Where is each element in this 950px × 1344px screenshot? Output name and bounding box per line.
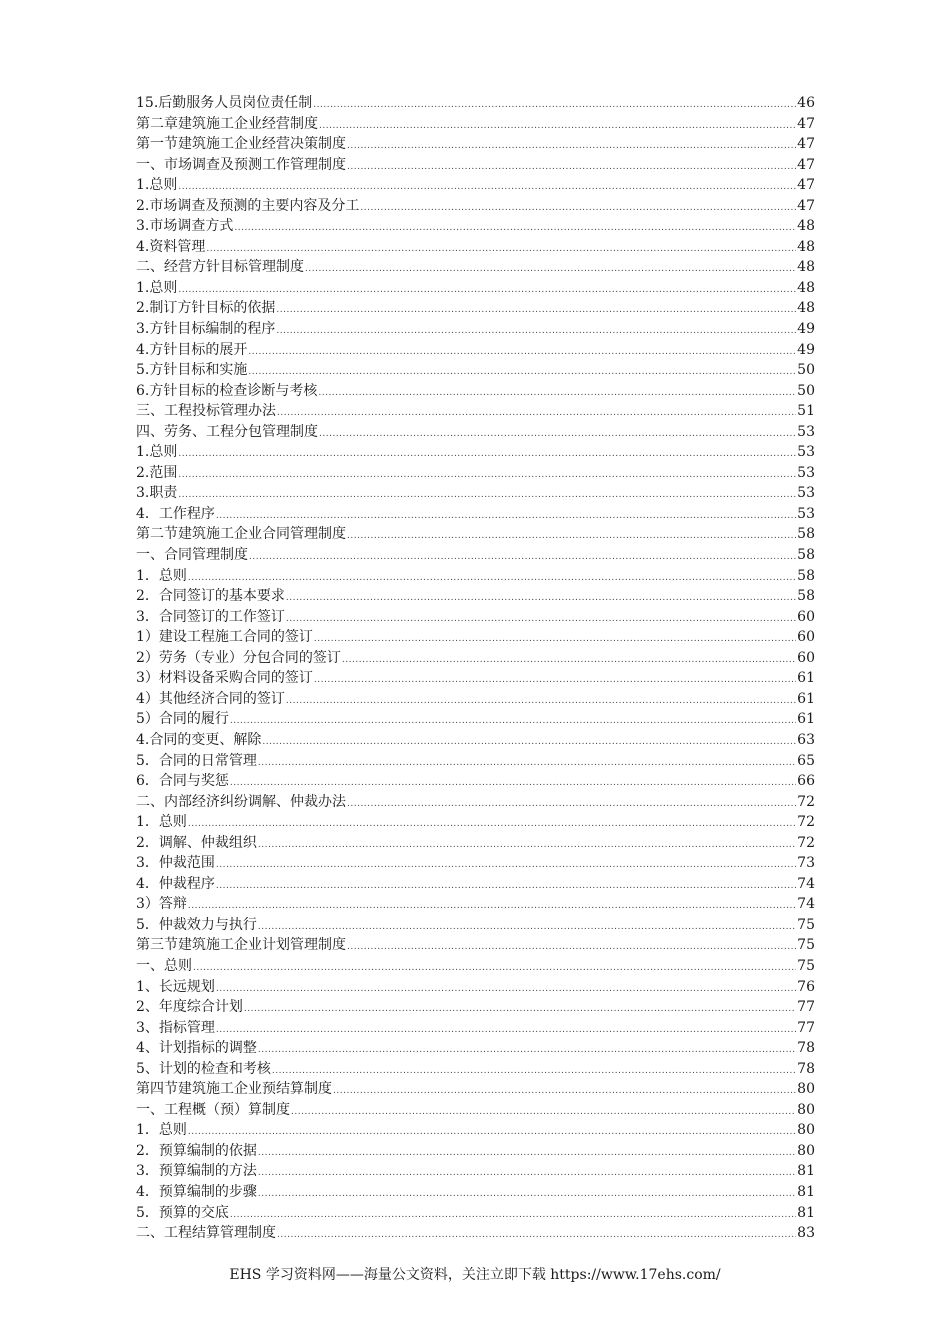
toc-entry[interactable] <box>136 874 815 895</box>
toc-entry-page-number: 48 <box>797 238 815 255</box>
toc-entry-page-number: 53 <box>797 485 815 502</box>
toc-entry[interactable] <box>136 340 815 361</box>
dot-leader <box>347 937 796 956</box>
toc-entry-page-number: 81 <box>797 1204 815 1221</box>
dot-leader <box>347 526 796 545</box>
dot-leader <box>342 650 796 669</box>
toc-entry[interactable] <box>136 483 815 504</box>
toc-entry-title: 3）材料设备采购合同的签订 <box>136 670 313 687</box>
toc-entry[interactable] <box>136 360 815 381</box>
dot-leader <box>333 1081 796 1100</box>
toc-entry-title: 5．合同的日常管理 <box>136 752 257 769</box>
toc-entry-page-number: 75 <box>797 937 815 954</box>
toc-entry-page-number: 74 <box>797 875 815 892</box>
dot-leader <box>277 1225 796 1244</box>
dot-leader <box>277 403 796 422</box>
toc-entry-title: 1.总则 <box>136 177 178 194</box>
dot-leader <box>258 1184 796 1203</box>
toc-entry-page-number: 50 <box>797 382 815 399</box>
toc-entry-page-number: 73 <box>797 855 815 872</box>
toc-entry-page-number: 58 <box>797 567 815 584</box>
toc-entry[interactable] <box>136 422 815 443</box>
toc-entry[interactable] <box>136 833 815 854</box>
toc-entry-title: 4）其他经济合同的签订 <box>136 690 285 707</box>
toc-entry-page-number: 51 <box>797 403 815 420</box>
toc-entry[interactable] <box>136 237 815 258</box>
toc-entry-page-number: 63 <box>797 731 815 748</box>
toc-entry[interactable] <box>136 915 815 936</box>
toc-entry-title: 2、年度综合计划 <box>136 999 243 1016</box>
toc-entry[interactable] <box>136 381 815 402</box>
toc-entry-page-number: 60 <box>797 629 815 646</box>
toc-entry-page-number: 60 <box>797 608 815 625</box>
toc-entry-title: 4.资料管理 <box>136 238 206 255</box>
toc-entry[interactable] <box>136 997 815 1018</box>
toc-entry-title: 2）劳务（专业）分包合同的签订 <box>136 649 341 666</box>
toc-entry[interactable] <box>136 1038 815 1059</box>
dot-leader <box>216 979 796 998</box>
toc-entry-title: 5．仲裁效力与执行 <box>136 916 257 933</box>
toc-entry-title: 1）建设工程施工合同的签订 <box>136 629 313 646</box>
toc-entry-page-number: 58 <box>797 526 815 543</box>
toc-entry-title: 2.市场调查及预测的主要内容及分工 <box>136 197 360 214</box>
toc-entry-title: 第一节建筑施工企业经营决策制度 <box>136 136 346 153</box>
dot-leader <box>258 1143 796 1162</box>
toc-entry-title: 3.市场调查方式 <box>136 218 234 235</box>
toc-entry-title: 6.方针目标的检查诊断与考核 <box>136 382 318 399</box>
toc-entry-page-number: 50 <box>797 362 815 379</box>
toc-entry[interactable] <box>136 442 815 463</box>
toc-entry-page-number: 80 <box>797 1101 815 1118</box>
dot-leader <box>313 95 796 114</box>
toc-entry-page-number: 80 <box>797 1081 815 1098</box>
toc-entry-title: 1．总则 <box>136 1122 187 1139</box>
toc-entry[interactable] <box>136 114 815 135</box>
dot-leader <box>188 896 796 915</box>
dot-leader <box>206 239 796 258</box>
toc-entry-title: 第二章建筑施工企业经营制度 <box>136 115 318 132</box>
dot-leader <box>249 547 796 566</box>
toc-entry-page-number: 48 <box>797 300 815 317</box>
toc-entry-page-number: 60 <box>797 649 815 666</box>
toc-entry[interactable] <box>136 1203 815 1224</box>
toc-entry-page-number: 47 <box>797 115 815 132</box>
toc-entry[interactable] <box>136 319 815 340</box>
toc-entry-page-number: 72 <box>797 793 815 810</box>
toc-entry[interactable] <box>136 1223 815 1244</box>
dot-leader <box>318 383 796 402</box>
toc-entry-title: 4、计划指标的调整 <box>136 1040 257 1057</box>
toc-entry[interactable] <box>136 956 815 977</box>
dot-leader <box>216 506 796 525</box>
toc-entry-title: 3．合同签订的工作签订 <box>136 608 285 625</box>
dot-leader <box>319 424 796 443</box>
toc-entry[interactable] <box>136 668 815 689</box>
toc-entry-page-number: 61 <box>797 690 815 707</box>
toc-entry-page-number: 47 <box>797 136 815 153</box>
toc-entry-title: 1．总则 <box>136 814 187 831</box>
toc-entry[interactable] <box>136 977 815 998</box>
toc-entry-title: 2．预算编制的依据 <box>136 1142 257 1159</box>
toc-entry-title: 5）合同的履行 <box>136 711 229 728</box>
toc-entry[interactable] <box>136 175 815 196</box>
dot-leader <box>230 773 796 792</box>
dot-leader <box>258 753 796 772</box>
dot-leader <box>286 609 796 628</box>
toc-entry-title: 3.职责 <box>136 485 178 502</box>
toc-entry-title: 一、总则 <box>136 957 192 974</box>
toc-entry-page-number: 49 <box>797 321 815 338</box>
toc-entry[interactable] <box>136 1018 815 1039</box>
table-of-contents <box>136 93 815 1244</box>
toc-entry-page-number: 78 <box>797 1040 815 1057</box>
toc-entry-title: 4．工作程序 <box>136 505 215 522</box>
dot-leader <box>262 732 796 751</box>
toc-entry-page-number: 53 <box>797 444 815 461</box>
toc-entry[interactable] <box>136 1059 815 1080</box>
dot-leader <box>286 588 796 607</box>
toc-entry-page-number: 47 <box>797 156 815 173</box>
toc-entry-title: 1．总则 <box>136 567 187 584</box>
toc-entry[interactable] <box>136 93 815 114</box>
toc-entry-page-number: 80 <box>797 1122 815 1139</box>
toc-entry-page-number: 66 <box>797 773 815 790</box>
toc-entry-page-number: 49 <box>797 341 815 358</box>
toc-entry-page-number: 77 <box>797 1019 815 1036</box>
toc-entry-title: 5.方针目标和实施 <box>136 362 248 379</box>
toc-entry-page-number: 72 <box>797 814 815 831</box>
toc-entry[interactable] <box>136 1182 815 1203</box>
toc-entry-title: 4．预算编制的步骤 <box>136 1183 257 1200</box>
toc-entry-title: 2．调解、仲裁组织 <box>136 834 257 851</box>
toc-entry[interactable] <box>136 155 815 176</box>
toc-entry[interactable] <box>136 894 815 915</box>
toc-entry-page-number: 47 <box>797 197 815 214</box>
toc-entry-page-number: 65 <box>797 752 815 769</box>
toc-entry-title: 15.后勤服务人员岗位责任制 <box>136 95 313 111</box>
dot-leader <box>347 157 796 176</box>
toc-entry-page-number: 58 <box>797 588 815 605</box>
toc-entry-page-number: 76 <box>797 978 815 995</box>
toc-entry-page-number: 80 <box>797 1142 815 1159</box>
page-footer: EHS 学习资料网——海量公文资料，关注立即下载 https://www.17ehs.com/ <box>229 1267 721 1283</box>
toc-entry-title: 6．合同与奖惩 <box>136 773 229 790</box>
toc-entry[interactable] <box>136 524 815 545</box>
dot-leader <box>286 691 796 710</box>
toc-entry-title: 2.制订方针目标的依据 <box>136 300 276 317</box>
toc-entry-title: 三、工程投标管理办法 <box>136 403 276 420</box>
dot-leader <box>234 218 796 237</box>
toc-entry[interactable] <box>136 1161 815 1182</box>
toc-entry-page-number: 48 <box>797 218 815 235</box>
toc-entry-title: 二、工程结算管理制度 <box>136 1225 276 1242</box>
toc-entry-page-number: 81 <box>797 1163 815 1180</box>
toc-entry[interactable] <box>136 196 815 217</box>
dot-leader <box>360 198 796 217</box>
dot-leader <box>216 876 796 895</box>
toc-entry-page-number: 48 <box>797 259 815 276</box>
toc-entry[interactable] <box>136 709 815 730</box>
toc-entry[interactable] <box>136 812 815 833</box>
toc-entry-title: 四、劳务、工程分包管理制度 <box>136 423 318 440</box>
toc-entry-title: 一、合同管理制度 <box>136 547 248 564</box>
toc-entry-page-number: 53 <box>797 464 815 481</box>
dot-leader <box>258 1163 796 1182</box>
dot-leader <box>178 444 796 463</box>
dot-leader <box>319 116 796 135</box>
toc-entry-title: 一、工程概（预）算制度 <box>136 1101 290 1118</box>
dot-leader <box>276 300 796 319</box>
toc-entry-title: 3．预算编制的方法 <box>136 1163 257 1180</box>
toc-entry[interactable] <box>136 935 815 956</box>
dot-leader <box>291 1102 796 1121</box>
dot-leader <box>188 1122 796 1141</box>
dot-leader <box>347 136 796 155</box>
toc-entry[interactable] <box>136 278 815 299</box>
toc-entry-title: 3）答辩 <box>136 896 187 913</box>
toc-entry-title: 3、指标管理 <box>136 1019 215 1036</box>
toc-entry-title: 4.合同的变更、解除 <box>136 731 262 748</box>
dot-leader <box>272 1061 796 1080</box>
toc-entry-page-number: 47 <box>797 177 815 194</box>
toc-entry-page-number: 46 <box>797 95 815 111</box>
dot-leader <box>216 855 796 874</box>
toc-entry-page-number: 81 <box>797 1183 815 1200</box>
dot-leader <box>230 1205 796 1224</box>
toc-entry[interactable] <box>136 1141 815 1162</box>
toc-entry[interactable] <box>136 134 815 155</box>
dot-leader <box>178 465 796 484</box>
toc-entry[interactable] <box>136 504 815 525</box>
dot-leader <box>188 568 796 587</box>
toc-entry[interactable] <box>136 401 815 422</box>
dot-leader <box>178 485 796 504</box>
toc-entry-title: 5、计划的检查和考核 <box>136 1060 271 1077</box>
toc-entry[interactable] <box>136 1120 815 1141</box>
dot-leader <box>248 362 796 381</box>
toc-entry-title: 第四节建筑施工企业预结算制度 <box>136 1081 332 1098</box>
toc-entry-title: 2．合同签订的基本要求 <box>136 588 285 605</box>
toc-entry-page-number: 58 <box>797 547 815 564</box>
dot-leader <box>193 958 796 977</box>
toc-entry-title: 2.范围 <box>136 464 178 481</box>
toc-entry[interactable] <box>136 1079 815 1100</box>
dot-leader <box>216 1020 796 1039</box>
dot-leader <box>248 342 796 361</box>
toc-entry[interactable] <box>136 853 815 874</box>
toc-entry-title: 3.方针目标编制的程序 <box>136 321 276 338</box>
toc-entry-page-number: 72 <box>797 834 815 851</box>
toc-entry-page-number: 77 <box>797 999 815 1016</box>
dot-leader <box>188 814 796 833</box>
dot-leader <box>178 280 796 299</box>
toc-entry[interactable] <box>136 566 815 587</box>
dot-leader <box>305 259 796 278</box>
toc-entry[interactable] <box>136 730 815 751</box>
dot-leader <box>314 629 796 648</box>
toc-entry-page-number: 83 <box>797 1225 815 1242</box>
toc-entry-title: 1.总则 <box>136 279 178 296</box>
dot-leader <box>347 794 796 813</box>
toc-entry-page-number: 75 <box>797 957 815 974</box>
toc-entry[interactable] <box>136 607 815 628</box>
toc-entry[interactable] <box>136 216 815 237</box>
toc-entry-title: 5．预算的交底 <box>136 1204 229 1221</box>
toc-entry-title: 二、经营方针目标管理制度 <box>136 259 304 276</box>
toc-entry[interactable] <box>136 463 815 484</box>
toc-entry-title: 第三节建筑施工企业计划管理制度 <box>136 937 346 954</box>
toc-entry[interactable] <box>136 627 815 648</box>
toc-entry-page-number: 48 <box>797 279 815 296</box>
toc-entry-title: 4．仲裁程序 <box>136 875 215 892</box>
toc-entry[interactable] <box>136 792 815 813</box>
dot-leader <box>244 999 796 1018</box>
dot-leader <box>178 177 796 196</box>
toc-entry-page-number: 61 <box>797 711 815 728</box>
toc-entry[interactable] <box>136 1100 815 1121</box>
toc-entry-title: 3．仲裁范围 <box>136 855 215 872</box>
dot-leader <box>314 670 796 689</box>
toc-entry-page-number: 53 <box>797 505 815 522</box>
toc-entry[interactable] <box>136 751 815 772</box>
toc-entry-title: 4.方针目标的展开 <box>136 341 248 358</box>
toc-entry-title: 1.总则 <box>136 444 178 461</box>
toc-entry-page-number: 75 <box>797 916 815 933</box>
toc-entry[interactable] <box>136 771 815 792</box>
toc-entry-page-number: 74 <box>797 896 815 913</box>
toc-entry-page-number: 78 <box>797 1060 815 1077</box>
toc-entry[interactable] <box>136 545 815 566</box>
toc-entry-page-number: 61 <box>797 670 815 687</box>
dot-leader <box>276 321 796 340</box>
toc-entry[interactable] <box>136 586 815 607</box>
toc-entry-title: 第二节建筑施工企业合同管理制度 <box>136 526 346 543</box>
toc-entry[interactable] <box>136 257 815 278</box>
dot-leader <box>258 917 796 936</box>
dot-leader <box>258 1040 796 1059</box>
toc-entry[interactable] <box>136 298 815 319</box>
toc-entry-title: 一、市场调查及预测工作管理制度 <box>136 156 346 173</box>
toc-entry-title: 1、长远规划 <box>136 978 215 995</box>
toc-entry[interactable] <box>136 648 815 669</box>
dot-leader <box>230 711 796 730</box>
toc-entry-page-number: 53 <box>797 423 815 440</box>
dot-leader <box>258 835 796 854</box>
toc-entry-title: 二、内部经济纠纷调解、仲裁办法 <box>136 793 346 810</box>
toc-entry[interactable] <box>136 689 815 710</box>
